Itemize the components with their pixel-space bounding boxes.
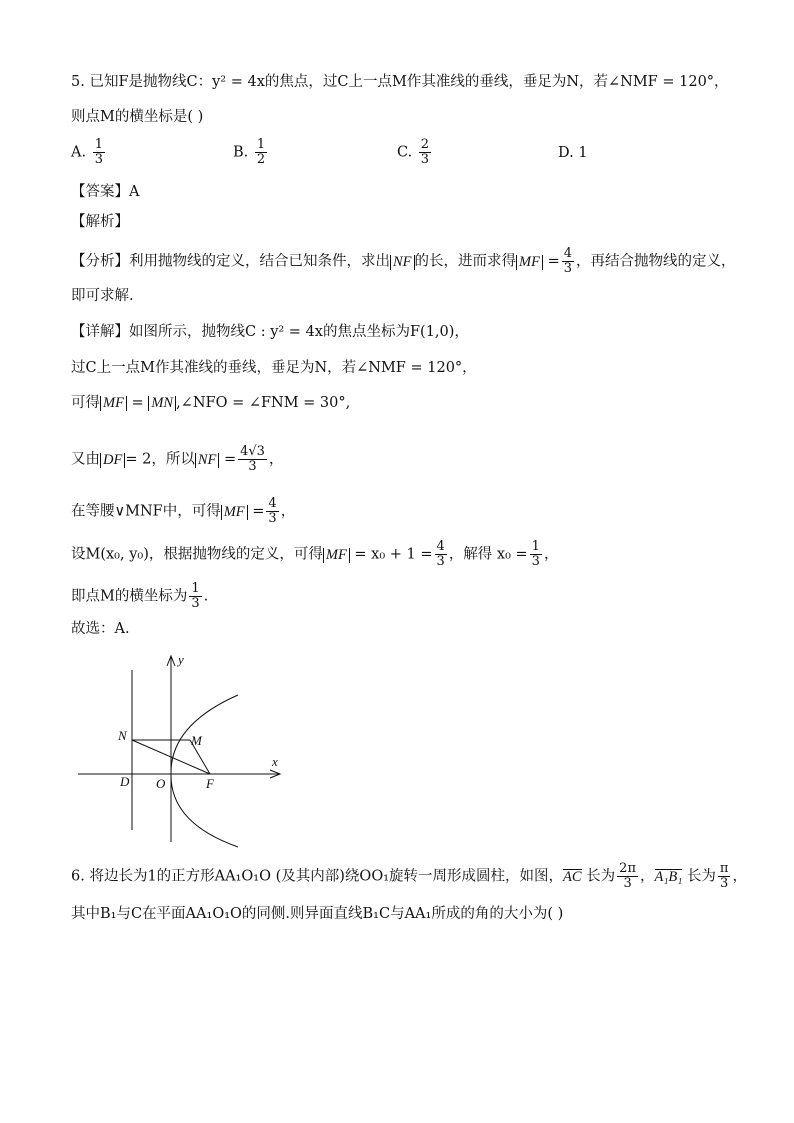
fenxi-line1: 【分析】利用抛物线的定义，结合已知条件，求出 NF 的长，进而求得 MF = $\frac{4}{3}$ ，再结合抛物线的定义，: [71, 246, 736, 276]
answer-tag: 【答案】: [71, 184, 129, 200]
answer-line: [71, 182, 139, 202]
label-y: y: [178, 652, 184, 667]
label-f: F: [206, 776, 214, 791]
choose-line: 故选：A.: [71, 621, 130, 637]
label-d: D: [120, 774, 130, 789]
option-b: B. $\frac{1}{2}$: [233, 137, 266, 167]
option-c: C. $\frac{2}{3}$: [397, 137, 430, 167]
detail-line7: 即点M的横坐标为 $\frac{1}{3}$ .: [71, 581, 209, 611]
arc-a1b1: A₁B₁: [654, 868, 683, 885]
parabola-curve: [171, 695, 238, 847]
label-o: O: [156, 776, 166, 791]
detail-line2: 过C上一点M作其准线的垂线，垂足为N，若∠NMF = 120°，: [71, 360, 477, 376]
detail-line3: 可得 MF = MN ,∠NFO = ∠FNM = 30°,: [71, 395, 351, 411]
option-d: D. 1: [558, 145, 588, 161]
analysis-tag: 【解析】: [71, 214, 129, 230]
q5-stem-line2: 则点M的横坐标是( ): [71, 109, 204, 125]
detail-line1: 【详解】如图所示，抛物线C : y² = 4x的焦点坐标为F(1,0)，: [71, 324, 469, 340]
q6-line1: 6. 将边长为1的正方形AA₁O₁O (及其内部)绕OO₁旋转一周形成圆柱，如图，AC 长为 $\frac{2\pi}{3}$ ，A₁B₁ 长为 $\frac{\pi}{3}$ ，: [71, 861, 747, 891]
option-a: A. $\frac{1}{3}$: [71, 137, 103, 167]
label-x: x: [272, 754, 278, 769]
parabola-figure: [70, 650, 295, 850]
detail-line6: 设M(x₀, y₀)，根据抛物线的定义，可得 MF = x₀ + 1 = $\frac{4}{3}$ ，解得 x₀ = $\frac{1}{3}$ ，: [71, 539, 559, 569]
q5-stem-line1: 5. 已知F是抛物线C：y² = 4x的焦点，过C上一点M作其准线的垂线，垂足为N，若∠NMF = 120°，: [71, 74, 729, 90]
detail-line5: 在等腰∨MNF中，可得 MF = $\frac{4}{3}$ ，: [71, 496, 296, 526]
fenxi-line2: 即可求解.: [71, 288, 134, 304]
q6-line2: 其中B₁与C在平面AA₁O₁O的同侧.则异面直线B₁C与AA₁所成的角的大小为( ): [71, 906, 564, 922]
detail-line4: 又由 DF = 2，所以 NF = $\frac{4√3}{3}$ ，: [71, 444, 284, 474]
answer-value: A: [129, 184, 140, 200]
label-m: M: [191, 733, 202, 748]
label-n: N: [118, 728, 127, 743]
arc-ac: AC: [563, 868, 582, 885]
